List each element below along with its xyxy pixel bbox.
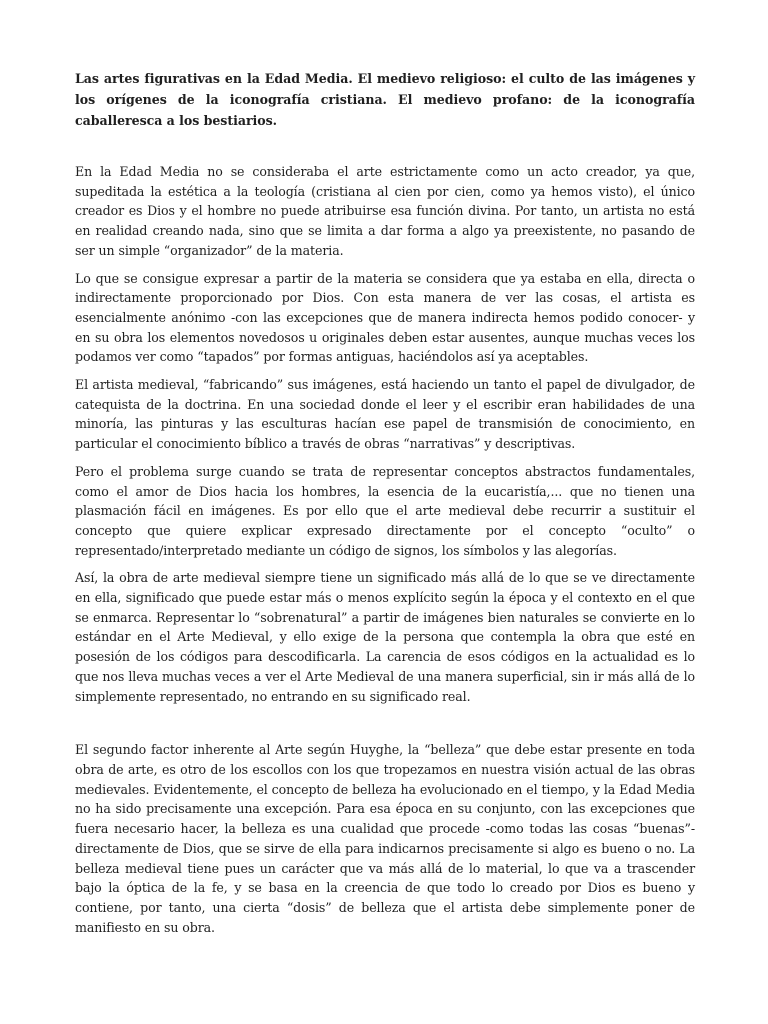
document-page [75,68,695,945]
paragraph-1: En la Edad Media no se consideraba el arte estrictamente como un acto creador, ya que, supeditada la estética a la teología (cristiana al cien por cien, como ya hemos visto), el único creador es Dios y el hombre no puede atribuirse esa función divina. Por tanto, un artista no está en realidad creando nada, sino que se limita a dar forma a algo ya preexistente, no pasando de ser un simple “organizador” de la materia. [75,164,695,258]
paragraph-6: El segundo factor inherente al Arte según Huyghe, la “belleza” que debe estar presente en toda obra de arte, es otro de los escollos con los que tropezamos en nuestra visión actual de las obras medievales. Evidentemente, el concepto de belleza ha evolucionado en el tiempo, y la Edad Media no ha sido precisamente una excepción. Para esa época en su conjunto, con las excepciones que fuera necesario hacer, la belleza es una cualidad que procede -como todas las cosas “buenas”- directamente de Dios, que se sirve de ella para indicarnos precisamente si algo es bueno o no. La belleza medieval tiene pues un carácter que va más allá de lo material, lo que va a trascender bajo la óptica de la fe, y se basa en la creencia de que todo lo creado por Dios es bueno y contiene, por tanto, una cierta “dosis” de belleza que el artista debe simplemente poner de manifiesto en su obra. [75,742,695,935]
document-title: Las artes figurativas en la Edad Media. El medievo religioso: el culto de las imágenes y los orígenes de la iconografía cristiana. El medievo profano: de la iconografía caballeresca a los bestiarios. [75,71,695,128]
paragraph-5: Así, la obra de arte medieval siempre tiene un significado más allá de lo que se ve directamente en ella, significado que puede estar más o menos explícito según la época y el contexto en el que se enmarca. Representar lo “sobrenatural” a partir de imágenes bien naturales se convierte en lo estándar en el Arte Medieval, y ello exige de la persona que contempla la obra que esté en posesión de los códigos para descodificarla. La carencia de esos códigos en la actualidad es lo que nos lleva muchas veces a ver el Arte Medieval de una manera superficial, sin ir más allá de lo simplemente representado, no entrando en su significado real. [75,570,695,704]
paragraph-3: El artista medieval, “fabricando” sus imágenes, está haciendo un tanto el papel de divulgador, de catequista de la doctrina. En una sociedad donde el leer y el escribir eran habilidades de una minoría, las pinturas y las esculturas hacían ese papel de transmisión de conocimiento, en particular el conocimiento bíblico a través de obras “narrativas” y descriptivas. [75,377,695,452]
paragraph-2: Lo que se consigue expresar a partir de la materia se considera que ya estaba en ella, directa o indirectamente proporcionado por Dios. Con esta manera de ver las cosas, el artista es esencialmente anónimo -con las excepciones que de manera indirecta hemos podido conocer- y en su obra los elementos novedosos u originales deben estar ausentes, aunque muchas veces los podamos ver como “tapados” por formas antiguas, haciéndolos así ya aceptables. [75,270,695,365]
paragraph-4: Pero el problema surge cuando se trata de representar conceptos abstractos fundamentales, como el amor de Dios hacia los hombres, la esencia de la eucaristía,... que no tienen una plasmación fácil en imágenes. Es por ello que el arte medieval debe recurrir a sustituir el concepto que quiere explicar expresado directamente por el concepto “oculto” o representado/interpretado mediante un código de signos, los símbolos y las alegorías. [75,463,695,558]
